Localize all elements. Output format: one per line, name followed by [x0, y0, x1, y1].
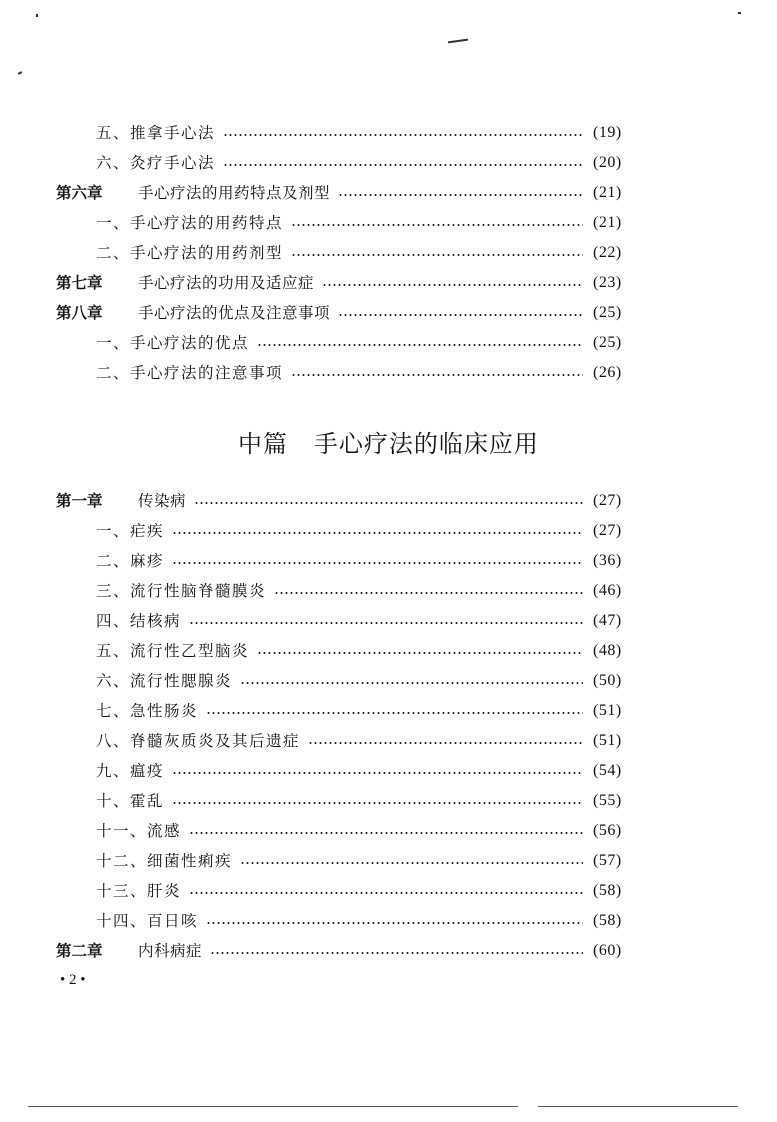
entry-page-number: (22): [593, 244, 622, 261]
entry-page-number: (47): [593, 612, 622, 629]
entry-title: 七、急性肠炎: [96, 702, 199, 720]
entry-page-number: (58): [593, 912, 622, 929]
entry-page-number: (51): [593, 702, 622, 719]
toc-part: [0, 486, 777, 966]
dot-leader: [291, 254, 583, 256]
dot-leader: [291, 374, 583, 376]
entry-page-number: (56): [593, 822, 622, 839]
entry-title: 十、霍乱: [96, 792, 165, 810]
entry-page-number: (54): [593, 762, 622, 779]
toc-section-entry: [0, 876, 777, 906]
entry-title: 三、流行性脑脊髓膜炎: [96, 582, 267, 600]
entry-title: 二、手心疗法的用药剂型: [96, 244, 284, 262]
dot-leader: [172, 562, 583, 564]
entry-page-number: (51): [593, 732, 622, 749]
toc-section-entry: [0, 576, 777, 606]
bottom-rule: [538, 1106, 738, 1107]
entry-title: 十一、流感: [96, 822, 182, 840]
dot-leader: [206, 712, 583, 714]
entry-page-number: (19): [593, 124, 622, 141]
entry-title: 手心疗法的用药特点及剂型: [138, 184, 331, 202]
entry-title: 四、结核病: [96, 612, 182, 630]
entry-title: 六、灸疗手心法: [96, 154, 216, 172]
entry-page-number: (46): [593, 582, 622, 599]
toc-section-entry: [0, 328, 777, 358]
entry-page-number: (55): [593, 792, 622, 809]
toc-section-entry: [0, 666, 777, 696]
toc-section-entry: [0, 816, 777, 846]
toc-section-entry: [0, 606, 777, 636]
toc-section-entry: [0, 546, 777, 576]
entry-page-number: (36): [593, 552, 622, 569]
toc-continued: [0, 118, 777, 388]
toc-section-entry: [0, 148, 777, 178]
chapter-number: 第八章: [56, 304, 103, 322]
toc-section-entry: [0, 118, 777, 148]
entry-page-number: (58): [593, 882, 622, 899]
entry-title: 手心疗法的优点及注意事项: [138, 304, 331, 322]
entry-page-number: (57): [593, 852, 622, 869]
scan-mark: [448, 39, 468, 44]
bottom-rule: [28, 1106, 518, 1107]
entry-page-number: (25): [593, 304, 622, 321]
entry-title: 二、麻疹: [96, 552, 165, 570]
entry-page-number: (27): [593, 492, 622, 509]
dot-leader: [240, 682, 583, 684]
chapter-number: 第二章: [56, 942, 103, 960]
toc-chapter-entry: [0, 486, 777, 516]
entry-page-number: (23): [593, 274, 622, 291]
dot-leader: [257, 344, 583, 346]
entry-page-number: (27): [593, 522, 622, 539]
chapter-number: 第七章: [56, 274, 103, 292]
dot-leader: [194, 502, 583, 504]
dot-leader: [322, 284, 583, 286]
dot-leader: [338, 314, 583, 316]
entry-title: 一、手心疗法的用药特点: [96, 214, 284, 232]
part-title: 中篇 手心疗法的临床应用: [238, 430, 539, 458]
toc-section-entry: [0, 208, 777, 238]
toc-section-entry: [0, 846, 777, 876]
dot-leader: [172, 532, 583, 534]
entry-title: 内科病症: [138, 942, 203, 960]
entry-title: 六、流行性腮腺炎: [96, 672, 233, 690]
entry-title: 五、流行性乙型脑炎: [96, 642, 250, 660]
dot-leader: [172, 772, 583, 774]
entry-page-number: (20): [593, 154, 622, 171]
toc-chapter-entry: [0, 298, 777, 328]
entry-title: 十二、细菌性痢疾: [96, 852, 233, 870]
entry-title: 二、手心疗法的注意事项: [96, 364, 284, 382]
dot-leader: [257, 652, 583, 654]
page-number: • 2 •: [60, 972, 86, 988]
dot-leader: [274, 592, 583, 594]
chapter-number: 第六章: [56, 184, 103, 202]
entry-page-number: (21): [593, 214, 622, 231]
entry-title: 十三、肝炎: [96, 882, 182, 900]
entry-title: 手心疗法的功用及适应症: [138, 274, 315, 292]
entry-page-number: (50): [593, 672, 622, 689]
toc-chapter-entry: [0, 268, 777, 298]
toc-section-entry: [0, 516, 777, 546]
dot-leader: [189, 832, 583, 834]
toc-section-entry: [0, 636, 777, 666]
entry-title: 五、推拿手心法: [96, 124, 216, 142]
entry-title: 传染病: [138, 492, 187, 510]
entry-title: 八、脊髓灰质炎及其后遗症: [96, 732, 301, 750]
scan-mark: [738, 12, 741, 14]
dot-leader: [240, 862, 583, 864]
toc-section-entry: [0, 696, 777, 726]
toc-section-entry: [0, 756, 777, 786]
toc-chapter-entry: [0, 178, 777, 208]
dot-leader: [206, 922, 583, 924]
entry-title: 十四、百日咳: [96, 912, 199, 930]
dot-leader: [338, 194, 583, 196]
toc-section-entry: [0, 238, 777, 268]
dot-leader: [291, 224, 583, 226]
toc-section-entry: [0, 358, 777, 388]
dot-leader: [172, 802, 583, 804]
dot-leader: [223, 164, 583, 166]
entry-page-number: (25): [593, 334, 622, 351]
entry-page-number: (48): [593, 642, 622, 659]
dot-leader: [189, 622, 583, 624]
entry-title: 九、瘟疫: [96, 762, 165, 780]
toc-section-entry: [0, 906, 777, 936]
dot-leader: [223, 134, 583, 136]
entry-page-number: (60): [593, 942, 622, 959]
dot-leader: [210, 952, 583, 954]
toc-section-entry: [0, 786, 777, 816]
dot-leader: [189, 892, 583, 894]
scan-mark: [36, 14, 38, 17]
scan-mark: [18, 71, 22, 75]
toc-chapter-entry: [0, 936, 777, 966]
toc-section-entry: [0, 726, 777, 756]
entry-page-number: (26): [593, 364, 622, 381]
dot-leader: [308, 742, 583, 744]
entry-title: 一、疟疾: [96, 522, 165, 540]
entry-title: 一、手心疗法的优点: [96, 334, 250, 352]
entry-page-number: (21): [593, 184, 622, 201]
chapter-number: 第一章: [56, 492, 103, 510]
